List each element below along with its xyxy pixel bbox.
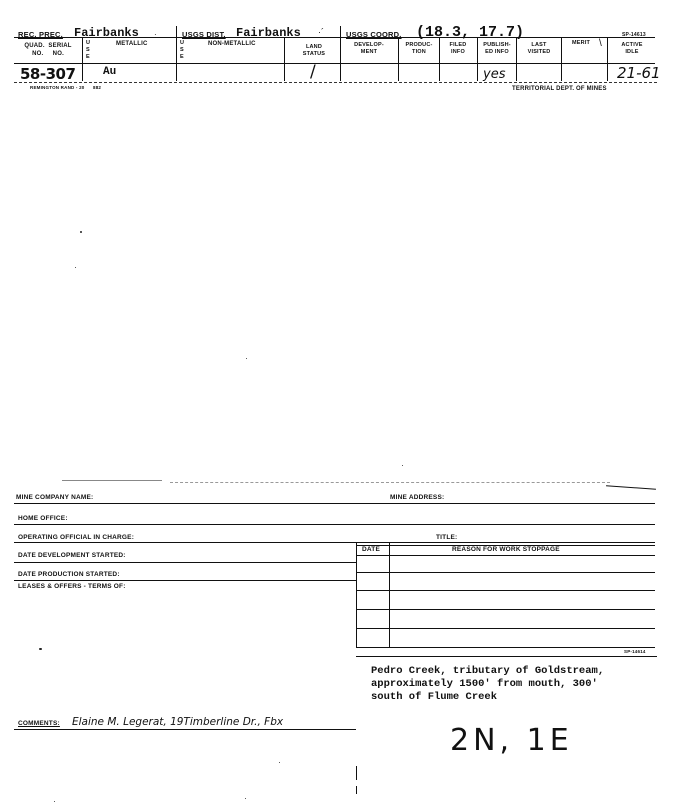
col-metallic: METALLIC bbox=[116, 41, 148, 47]
rule bbox=[14, 562, 356, 563]
location-description bbox=[371, 665, 604, 704]
comments-value: Elaine M. Legerat, 19Timberline Dr., Fbx bbox=[72, 716, 284, 728]
table-divider bbox=[389, 542, 390, 648]
tick-mark: \ bbox=[599, 38, 602, 49]
table-row-line bbox=[356, 590, 655, 591]
home-office-label: HOME OFFICE: bbox=[18, 515, 68, 522]
speck bbox=[75, 267, 76, 268]
township-range: 2N, 1E bbox=[450, 723, 573, 758]
speck bbox=[54, 801, 55, 802]
lower-card bbox=[0, 476, 678, 808]
usgs-coord-value: (18.3, 17.7) bbox=[416, 24, 525, 41]
speck bbox=[246, 358, 247, 359]
comments-label: COMMENTS: bbox=[18, 720, 60, 727]
table-row-line bbox=[356, 609, 655, 610]
col-merit: MERIT bbox=[572, 40, 591, 46]
rule bbox=[14, 524, 655, 525]
col-divider bbox=[398, 37, 399, 81]
speck bbox=[402, 465, 403, 466]
rule bbox=[14, 542, 655, 543]
title-label: TITLE: bbox=[436, 534, 458, 541]
card-edge bbox=[606, 485, 656, 489]
rule bbox=[356, 656, 657, 657]
remington-mark: REMINGTON RAND - 20 bbox=[30, 85, 85, 90]
tick-mark: · bbox=[154, 30, 157, 39]
table-row-line bbox=[356, 572, 655, 573]
card-edge bbox=[62, 480, 162, 481]
col-divider bbox=[176, 26, 177, 81]
right-margin bbox=[356, 786, 357, 794]
leases-label: LEASES & OFFERS - TERMS OF: bbox=[18, 583, 126, 590]
territorial-dept: TERRITORIAL DEPT. OF MINES bbox=[512, 86, 607, 92]
col-divider bbox=[477, 37, 478, 81]
record-active-idle: 21-61 bbox=[617, 64, 661, 82]
form-code-top: SP-14613 bbox=[622, 32, 646, 38]
speck bbox=[279, 762, 280, 763]
reason-col-header: REASON FOR WORK STOPPAGE bbox=[452, 546, 560, 553]
col-use-metallic: U S E bbox=[86, 40, 91, 60]
record-line bbox=[14, 82, 657, 83]
usgs-coord-label: USGS COORD. bbox=[346, 30, 402, 39]
col-quad-serial: QUAD. SERIAL NO. NO. bbox=[24, 43, 72, 57]
col-divider bbox=[439, 37, 440, 81]
speck bbox=[80, 231, 82, 233]
col-divider bbox=[340, 26, 341, 81]
form-code-bottom: SP-14614 bbox=[624, 649, 646, 654]
record-metallic: Au bbox=[103, 66, 117, 78]
rule bbox=[14, 503, 655, 504]
date-col-header: DATE bbox=[362, 546, 381, 553]
record-serial: 58-307 bbox=[20, 65, 76, 83]
date-development-label: DATE DEVELOPMENT STARTED: bbox=[18, 552, 126, 559]
rule bbox=[14, 580, 356, 581]
record-published: yes bbox=[483, 67, 506, 82]
table-row-line bbox=[356, 555, 655, 556]
speck bbox=[39, 648, 42, 650]
remington-number: 882 bbox=[93, 85, 102, 90]
tick-mark: ·´ bbox=[318, 27, 324, 37]
rule bbox=[14, 729, 356, 730]
top-card bbox=[0, 0, 678, 100]
col-divider bbox=[607, 37, 608, 81]
rec-prec-label: REC. PREC. bbox=[18, 30, 63, 39]
col-divider bbox=[516, 37, 517, 81]
right-margin bbox=[356, 766, 357, 780]
mine-address-label: MINE ADDRESS: bbox=[390, 494, 445, 501]
rule bbox=[14, 63, 655, 64]
date-production-label: DATE PRODUCTION STARTED: bbox=[18, 571, 120, 578]
rec-prec-value: Fairbanks bbox=[74, 26, 139, 40]
location-line: Pedro Creek, tributary of Goldstream, bbox=[371, 665, 605, 677]
col-filed-info: FILED INFO bbox=[449, 42, 467, 55]
operating-official-label: OPERATING OFFICIAL IN CHARGE: bbox=[18, 534, 135, 541]
usgs-dist-label: USGS DIST. bbox=[182, 30, 226, 39]
record-land-status: / bbox=[310, 62, 316, 82]
usgs-dist-value: Fairbanks bbox=[236, 26, 301, 40]
speck bbox=[245, 798, 246, 799]
col-divider bbox=[561, 37, 562, 81]
table-row-line bbox=[356, 628, 655, 629]
col-divider bbox=[284, 37, 285, 81]
col-divider bbox=[82, 37, 83, 81]
mine-company-label: MINE COMPANY NAME: bbox=[16, 494, 94, 501]
rule bbox=[14, 37, 655, 38]
table-divider bbox=[356, 542, 357, 648]
col-development: DEVELOP- MENT bbox=[354, 42, 384, 55]
col-last-visited: LAST VISITED bbox=[527, 42, 551, 55]
table-row-line bbox=[356, 647, 655, 648]
card-edge bbox=[170, 482, 610, 483]
location-line: approximately 1500' from mouth, 300' bbox=[371, 678, 598, 690]
col-nonmetallic: NON-METALLIC bbox=[208, 41, 256, 47]
location-line: south of Flume Creek bbox=[371, 691, 498, 703]
col-active-idle: ACTIVE IDLE bbox=[621, 42, 643, 55]
col-production: PRODUC- TION bbox=[405, 42, 433, 55]
col-use-nonmetallic: U S E bbox=[180, 40, 185, 60]
col-land-status: LAND STATUS bbox=[302, 44, 326, 57]
col-published-info: PUBLISH- ED INFO bbox=[483, 42, 511, 55]
